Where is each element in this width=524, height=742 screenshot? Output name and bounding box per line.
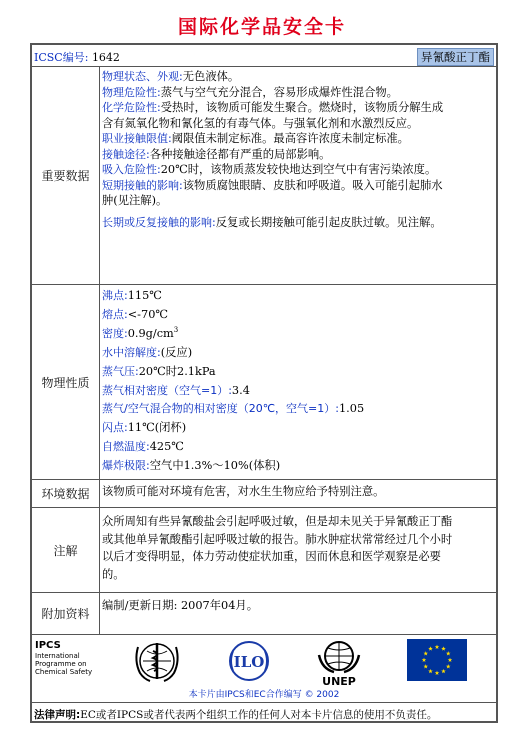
physical-row [102, 306, 496, 325]
important-row [102, 85, 496, 101]
row-value: 425℃ [149, 440, 184, 454]
safety-card [30, 43, 498, 723]
row-value: 蒸气与空气充分混合，容易形成爆炸性混合物。 [160, 85, 398, 99]
additional-body [101, 593, 496, 634]
legal-text: EC或者IPCS或者代表两个组织工作的任何人对本卡片信息的使用不负责任。 [80, 709, 438, 721]
ipcs-logo [35, 640, 92, 676]
notes-heading: 注解 [32, 508, 100, 592]
important-row [102, 69, 496, 85]
row-key: 吸入危险性: [102, 163, 161, 176]
physical-row [102, 382, 496, 401]
important-section [32, 67, 496, 285]
physical-heading: 物理性质 [32, 285, 100, 479]
row-value: 20℃时2.1kPa [138, 364, 216, 378]
row-value: 受热时，该物质可能发生聚合。燃烧时，该物质分解生成 [160, 101, 444, 114]
row-key: 蒸气压: [102, 364, 139, 378]
legal-notice [34, 707, 437, 722]
physical-row [102, 438, 496, 457]
ilo-emblem-text: ILO [233, 653, 265, 671]
ipcs-line: International [35, 652, 80, 660]
physical-row [102, 325, 496, 344]
row-key: 密度: [102, 326, 128, 340]
row-value: 115℃ [127, 289, 162, 302]
physical-body [101, 285, 496, 479]
physical-row [102, 419, 496, 438]
important-row [102, 131, 496, 147]
physical-row [102, 457, 496, 476]
row-value: 阈限值未制定标准。最高容许浓度未制定标准。 [171, 132, 409, 145]
ipcs-title: IPCS [35, 640, 61, 651]
important-heading: 重要数据 [32, 67, 100, 284]
notes-line: 的。 [102, 567, 125, 581]
row-value: 3.4 [231, 383, 250, 397]
row-value: <-70℃ [127, 307, 169, 321]
physical-row [102, 344, 496, 363]
row-key: 蒸气/空气混合物的相对密度（20℃，空气=1）: [102, 402, 339, 416]
row-value: 20℃时，该物质蒸发较快地达到空气中有害污染浓度。 [160, 163, 437, 176]
footer-logos [32, 635, 496, 703]
row-key: 短期接触的影响: [102, 178, 183, 192]
environment-heading: 环境数据 [32, 480, 100, 507]
notes-line: 以后才变得明显，体力劳动使症状加重，因而休息和医学观察是必要 [102, 550, 441, 563]
row-value: (反应) [160, 345, 193, 359]
additional-text: 编制/更新日期: 2007年04月。 [102, 599, 259, 612]
unep-emblem-icon [314, 639, 364, 687]
card-title: 国际化学品安全卡 [177, 16, 346, 38]
row-value: 该物质腐蚀眼睛、皮肤和呼吸道。吸入可能引起肺水 [182, 178, 443, 192]
important-row [102, 162, 496, 178]
row-key: 长期或反复接触的影响: [102, 215, 216, 229]
row-key: 闪点: [102, 421, 128, 435]
important-row [102, 147, 496, 163]
who-emblem-icon [130, 639, 184, 683]
important-row [102, 215, 496, 231]
row-key: 熔点: [102, 307, 128, 321]
important-body [101, 67, 496, 284]
footer-caption: 本卡片由IPCS和EC合作编写 © 2002 [188, 690, 340, 700]
important-row [102, 100, 496, 116]
physical-row [102, 363, 496, 382]
row-value: 11℃(闭杯) [127, 421, 187, 435]
row-key: 爆炸极限: [102, 459, 150, 473]
row-value: 0.9g/cm [127, 326, 174, 340]
row-value: 肿(见注解)。 [102, 194, 168, 207]
physical-row [102, 287, 496, 306]
icsc-label-latin: ICSC [34, 51, 63, 64]
row-value: 无色液体。 [182, 70, 240, 83]
physical-section [32, 285, 496, 480]
notes-line: 或其他单异氰酸酯引起呼吸过敏的报告。肺水肿症状常常经过几个小时 [102, 532, 453, 546]
row-value: 1.05 [338, 402, 365, 416]
icsc-label-cn: 编号: [62, 51, 89, 64]
substance-name: 异氰酸正丁酯 [417, 48, 494, 66]
physical-row [102, 400, 496, 419]
notes-section [32, 508, 496, 593]
ilo-emblem-icon [224, 639, 274, 683]
legal-key: 法律声明: [34, 709, 81, 721]
row-key: 职业接触限值: [102, 132, 172, 145]
ipcs-line: Programme on [35, 660, 87, 668]
unep-emblem-text: UNEP [322, 675, 356, 687]
row-key: 化学危险性: [102, 101, 161, 114]
density-exponent: 3 [173, 326, 179, 335]
notes-line: 众所周知有些异氰酸盐会引起呼吸过敏，但是却未见关于异氰酸正丁酯 [102, 515, 453, 528]
row-key: 沸点: [102, 289, 128, 302]
row-value: 空气中1.3%～10%(体积) [149, 459, 281, 473]
row-key: 物理危险性: [102, 85, 161, 99]
additional-heading: 附加资料 [32, 593, 100, 634]
row-value: 含有氮氧化物和氰化氢的有毒气体。与强氧化剂和水激烈反应。 [102, 116, 419, 130]
environment-body [101, 480, 496, 507]
row-key: 物理状态、外观: [102, 70, 183, 83]
important-row-cont [102, 193, 496, 209]
row-key: 水中溶解度: [102, 345, 161, 359]
icsc-label [34, 49, 120, 65]
icsc-row [32, 45, 496, 67]
environment-section [32, 480, 496, 508]
notes-body [101, 508, 496, 592]
row-key: 蒸气相对密度（空气=1）: [102, 383, 232, 397]
icsc-number: 1642 [91, 51, 120, 64]
environment-text: 该物质可能对环境有危害，对水生生物应给予特别注意。 [102, 485, 385, 498]
eu-flag-icon [407, 639, 467, 681]
row-value: 反复或长期接触可能引起皮肤过敏。见注解。 [215, 215, 442, 229]
important-row [102, 178, 496, 194]
important-row-cont [102, 116, 496, 132]
row-value: 各种接触途径都有严重的局部影响。 [149, 147, 331, 161]
row-key: 自燃温度: [102, 440, 150, 454]
row-key: 接触途径: [102, 147, 150, 161]
ipcs-line: Chemical Safety [35, 668, 93, 676]
additional-section [32, 593, 496, 635]
